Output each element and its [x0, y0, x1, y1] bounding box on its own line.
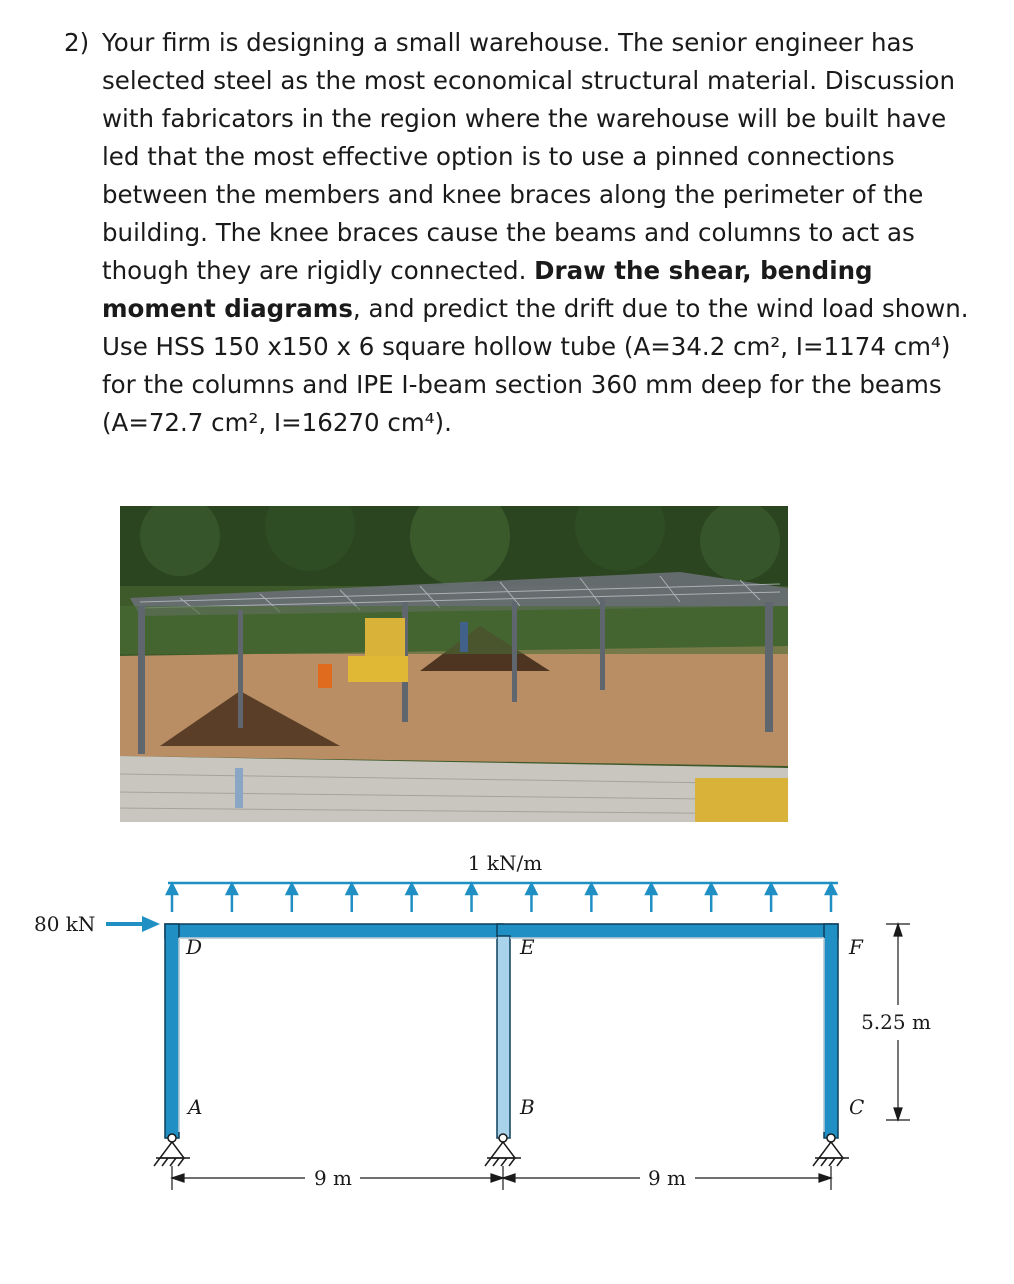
node-label-A: A — [188, 1095, 203, 1119]
frame-diagram — [0, 840, 1014, 1280]
load-arrow-head — [167, 884, 177, 894]
node-label-C: C — [849, 1095, 865, 1119]
node-label-F: F — [849, 935, 863, 959]
distributed-load-arrows — [167, 883, 838, 912]
load-arrow-head — [766, 884, 776, 894]
lateral-load-label: 80 kN — [34, 912, 96, 936]
load-arrow-head — [227, 884, 237, 894]
load-arrow-head — [467, 884, 477, 894]
node-label-D: D — [186, 935, 203, 959]
load-arrow-head — [526, 884, 536, 894]
column-CF — [824, 924, 838, 1138]
load-arrow-head — [347, 884, 357, 894]
problem-text-part2: , and predict the drift due to the wind load shown. Use HSS 150 x150 x 6 square hollow tube (A=34.2 cm², I=1174 cm⁴) for the columns and IPE I-beam section 360 mm deep for the beams (A=72.7 cm², I=16270 cm⁴). — [102, 294, 969, 437]
beam-DE — [165, 924, 503, 938]
problem-statement — [64, 24, 984, 442]
node-label-E: E — [520, 935, 535, 959]
pin-support-C — [813, 1134, 849, 1166]
load-arrow-head — [407, 884, 417, 894]
column-BE — [497, 936, 510, 1138]
problem-number: 2) — [64, 28, 90, 57]
lateral-load-arrow — [106, 916, 160, 932]
load-arrow-head — [287, 884, 297, 894]
load-arrow-head — [706, 884, 716, 894]
span-left-label: 9 m — [313, 1166, 353, 1190]
load-arrow-head — [586, 884, 596, 894]
problem-text-part1: Your firm is designing a small warehouse. The senior engineer has selected steel as the most economical structural material. Discussion with fabricators in the region where the warehouse will be built have led that the most effective option is to use a pinned connections between the members and knee braces along the perimeter of the building. The knee braces cause the beams and columns to act as though they are rigidly connected. — [102, 28, 956, 285]
column-AD — [165, 924, 179, 1138]
node-label-B: B — [520, 1095, 535, 1119]
load-arrow-head — [646, 884, 656, 894]
problem-text — [102, 24, 984, 442]
beam-EF — [497, 924, 838, 938]
problem-text-bold: Draw the shear, bending moment diagrams — [102, 256, 873, 323]
span-dimensions — [172, 1166, 831, 1190]
distributed-load-label: 1 kN/m — [467, 851, 543, 875]
warehouse-construction-photo — [120, 506, 788, 822]
load-arrow-head — [826, 884, 836, 894]
pin-support-B — [485, 1134, 521, 1166]
pin-support-A — [154, 1134, 190, 1166]
height-dimension-label: 5.25 m — [861, 1010, 931, 1034]
span-right-label: 9 m — [647, 1166, 687, 1190]
